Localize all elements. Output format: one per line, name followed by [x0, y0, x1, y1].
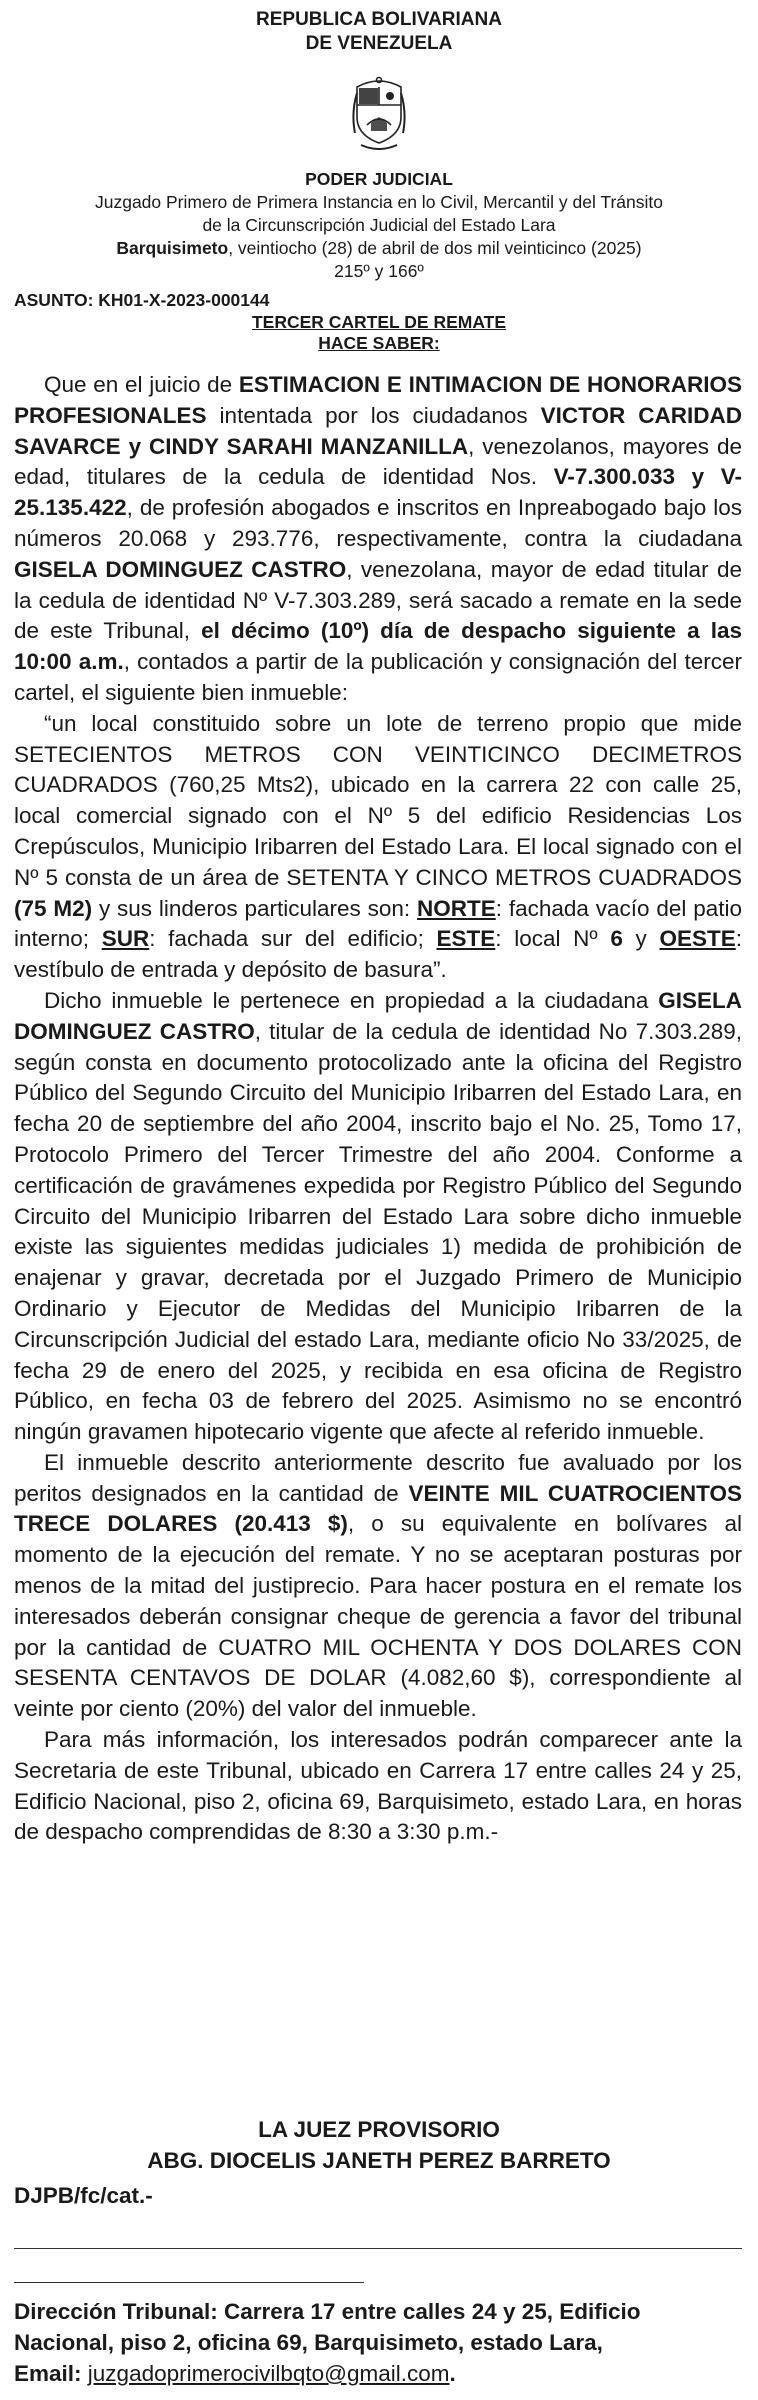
- text-run: VICTOR CARIDAD SAVARCE y CINDY SARAHI MANZANILLA: [14, 402, 742, 459]
- text-run: , contados a partir de la publicación y consignación del tercer cartel, el siguiente bien inmueble:: [14, 649, 742, 705]
- case-number: ASUNTO: KH01-X-2023-000144: [14, 290, 270, 310]
- paragraph-3-ownership: [14, 986, 742, 1448]
- paragraph-5-information: Para más información, los interesados podrán comparecer ante la Secretaria de este Tribunal, ubicado en Carrera 17 entre calles 24 y 25, Edificio Nacional, piso 2, oficina 69, Barquisimeto, estado Lara, en horas de despacho comprendidas de 8:30 a 3:30 p.m.-: [14, 1727, 742, 1845]
- text-run: Dicho inmueble le pertenece en propiedad a la ciudadana: [44, 987, 659, 1013]
- divider-line: [14, 2248, 742, 2249]
- text-run: el décimo (10º) día de despacho siguiente a las 10:00 a.m.: [14, 618, 742, 675]
- text-run: (75 M2): [14, 895, 93, 921]
- boundary-north: NORTE: [417, 895, 496, 921]
- email-link[interactable]: juzgadoprimerocivilbqto@gmail.com: [87, 2361, 450, 2386]
- initials: DJPB/fc/cat.-: [14, 2183, 153, 2208]
- text-run: y sus linderos particulares son:: [92, 895, 417, 921]
- coat-of-arms-icon: [349, 73, 409, 157]
- text-run: y: [622, 926, 660, 952]
- court-address-footer: [14, 2296, 742, 2389]
- city: Barquisimeto: [116, 238, 229, 258]
- court-address: Dirección Tribunal: Carrera 17 entre calles 24 y 25, Edificio Nacional, piso 2, oficina 69, Barquisimeto, estado Lara,: [14, 2299, 641, 2355]
- boundary-east: ESTE: [436, 926, 496, 952]
- country-header: [0, 8, 758, 56]
- text-run: , o su equivalente en bolívares al momento de la ejecución del remate. Y no se aceptaran posturas por menos de la mitad del justiprecio. Para hacer postura en el remate los interesados deberán consignar cheque de gerencia a favor del tribunal por la cantidad de CUATRO MIL OCHENTA Y DOS DOLARES CON SESENTA CENTAVOS DE DOLAR (4.082,60 $), correspondiente al veinte por ciento (20%) del valor del inmueble.: [14, 1511, 742, 1722]
- boundary-west: OESTE: [659, 926, 736, 952]
- notice-title: TERCER CARTEL DE REMATE: [251, 312, 507, 332]
- date: , veintiocho (28) de abril de dos mil veinticinco (2025): [228, 238, 642, 258]
- text-run: Que en el juicio de: [44, 372, 239, 397]
- text-run: intentada por los ciudadanos: [206, 402, 541, 428]
- notice-subtitle: HACE SABER:: [318, 333, 440, 353]
- text-run: El inmueble descrito anteriormente descrito fue avaluado por los peritos designados en la cantidad de: [14, 1449, 742, 1506]
- text-run: , titular de la cedula de identidad No 7.303.289, según consta en documento protocolizado ante la oficina del Registro Público del Segundo Circuito del Municipio Iribarren del Estado Lara, en fecha 20 de septiembre del año 2004, inscrito bajo el No. 25, Tomo 17, Protocolo Primero del Tercer Trimestre del año 2004. Conforme a certificación de gravámenes expedida por Registro Público del Segundo Circuito del Municipio Iribarren del Estado Lara sobre dicho inmueble existe las siguientes medidas judiciales 1) medida de prohibición de enajenar y gravar, decretada por el Juzgado Primero de Municipio Ordinario y Ejecutor de Medidas del Municipio Iribarren de la Circunscripción Judicial del estado Lara, mediante oficio No 33/2025, de fecha 29 de enero del 2025, y recibida en esa oficina de Registro Público, en fecha 03 de febrero del 2025. Asimismo no se encontró ningún gravamen hipotecario vigente que afecte al referido inmueble.: [14, 1018, 743, 1445]
- court-header: [0, 168, 758, 283]
- text-run: “un local constituido sobre un lote de terreno propio que mide SETECIENTOS METROS CON VEINTICINCO DECIMETROS CUADRADOS (760,25 Mts2), ubicado en la carrera 22 con calle 25, local comercial signado con el Nº 5 del edificio Residencias Los Crepúsculos, Municipio Iribarren del Estado Lara. El local signado con el Nº 5 consta de un área de SETENTA Y CINCO METROS CUADRADOS: [14, 710, 742, 890]
- text-run: , de profesión abogados e inscritos en Inpreabogado bajo los números 20.068 y 293.776, respectivamente, contra la ciudadana: [14, 495, 742, 551]
- text-run: V-7.300.033 y V-25.135.422: [14, 464, 742, 521]
- country-line-2: DE VENEZUELA: [305, 33, 453, 54]
- text-run: GISELA DOMINGUEZ CASTRO: [14, 987, 742, 1044]
- judge-role: LA JUEZ PROVISORIO: [258, 2117, 500, 2142]
- judge-name: ABG. DIOCELIS JANETH PEREZ BARRETO: [147, 2148, 611, 2173]
- country-line-1: REPUBLICA BOLIVARIANA: [256, 9, 502, 30]
- boundary-south: SUR: [101, 926, 150, 952]
- text-run: : fachada sur del edificio;: [149, 926, 437, 952]
- text-run: VEINTE MIL CUATROCIENTOS TRECE DOLARES (20.413 $): [14, 1480, 742, 1537]
- paragraph-2-property-description: [14, 709, 742, 986]
- notice-body: [14, 370, 742, 1848]
- paragraph-4-valuation: [14, 1448, 742, 1725]
- place-date-line: [0, 237, 758, 260]
- text-run: : local Nº: [495, 926, 611, 952]
- judicial-power-title: PODER JUDICIAL: [305, 169, 453, 189]
- paragraph-1: [14, 370, 742, 709]
- text-run: GISELA DOMINGUEZ CASTRO: [14, 556, 347, 582]
- years-line: 215º y 166º: [334, 261, 424, 281]
- text-run: , venezolanos, mayores de edad, titulares de la cedula de identidad Nos.: [14, 433, 742, 490]
- text-run: ESTIMACION E INTIMACION DE HONORARIOS PROFESIONALES: [14, 372, 742, 428]
- court-name-line-1: Juzgado Primero de Primera Instancia en lo Civil, Mercantil y del Tránsito: [94, 192, 663, 212]
- court-name-line-2: de la Circunscripción Judicial del Estado Lara: [202, 215, 556, 235]
- text-run: 6: [610, 926, 623, 952]
- divider-line-short: [14, 2282, 364, 2283]
- text-run: : fachada vacío del patio interno;: [14, 895, 742, 952]
- email-label: Email:: [14, 2361, 82, 2386]
- email-trailer: .: [449, 2361, 456, 2386]
- text-run: , venezolana, mayor de edad titular de la cedula de identidad Nº V-7.303.289, será sacado a remate en la sede de este Tribunal,: [14, 556, 743, 644]
- text-run: : vestíbulo de entrada y depósito de basura”.: [14, 926, 742, 983]
